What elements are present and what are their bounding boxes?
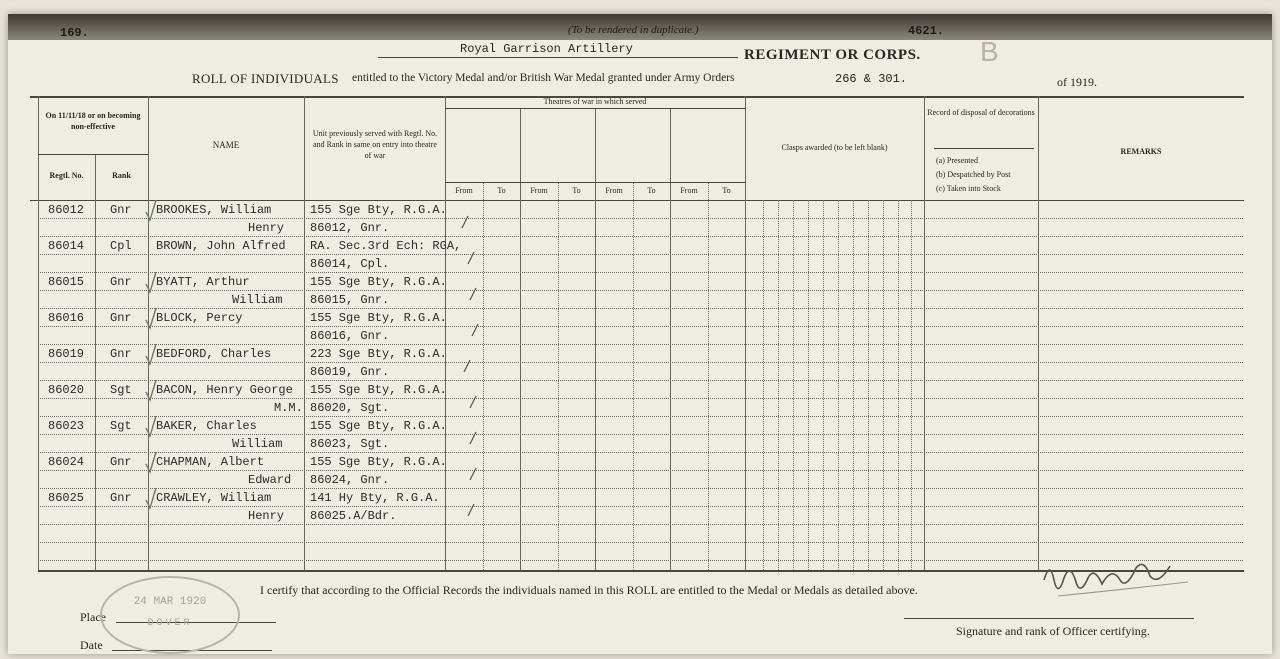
unit-line-1: RA. Sec.3rd Ech: RGA, xyxy=(310,239,462,253)
name-line-2: M.M. xyxy=(274,401,303,415)
regiment-label: REGIMENT OR CORPS. xyxy=(744,47,921,63)
name-line-1: BROWN, John Alfred xyxy=(156,239,286,253)
name-line-2: Henry xyxy=(248,509,285,523)
unit-line-2: 86023, Sgt. xyxy=(310,437,390,451)
unit-header: Unit previously served with Regtl. No. and Rank in same on entry into theatre of war xyxy=(312,129,438,160)
from-header-4: From xyxy=(680,186,698,195)
unit-line-1: 155 Sge Bty, R.G.A. xyxy=(310,419,447,433)
regtl-no: 86012 xyxy=(48,203,85,217)
regiment-name: Royal Garrison Artillery xyxy=(460,42,633,56)
stamp-date: 24 MAR 1920 xyxy=(133,596,207,608)
unit-line-1: 155 Sge Bty, R.G.A. xyxy=(310,203,447,217)
name-line-1: CRAWLEY, William xyxy=(156,491,272,505)
rank: Gnr xyxy=(110,203,132,217)
name-line-1: BROOKES, William xyxy=(156,203,272,217)
unit-line-1: 223 Sge Bty, R.G.A. xyxy=(310,347,447,361)
certification-text: I certify that according to the Official Records the individuals named in this ROLL are entitled to the Medal or Medals as detailed above. xyxy=(260,583,918,597)
pencil-tick-marks xyxy=(138,200,488,520)
regtl-no: 86024 xyxy=(48,455,85,469)
name-header: NAME xyxy=(212,140,240,150)
rank: Gnr xyxy=(110,275,132,289)
name-line-1: BYATT, Arthur xyxy=(156,275,250,289)
name-line-2: William xyxy=(232,437,283,451)
name-line-1: BACON, Henry George xyxy=(156,383,293,397)
to-header-2: To xyxy=(572,186,581,195)
unit-line-2: 86014, Cpl. xyxy=(310,257,390,271)
unit-line-1: 141 Hy Bty, R.G.A. xyxy=(310,491,440,505)
roll-title: entitled to the Victory Medal and/or British War Medal granted under Army Orders xyxy=(352,72,735,84)
regtl-no: 86016 xyxy=(48,311,85,325)
unit-line-1: 155 Sge Bty, R.G.A. xyxy=(310,383,447,397)
unit-line-2: 86019, Gnr. xyxy=(310,365,390,379)
rank-header: Rank xyxy=(112,171,131,180)
name-line-1: BEDFORD, Charles xyxy=(156,347,272,361)
regtl-no: 86014 xyxy=(48,239,85,253)
unit-line-1: 155 Sge Bty, R.G.A. xyxy=(310,275,447,289)
from-header-2: From xyxy=(530,186,548,195)
rank: Sgt xyxy=(110,383,132,397)
office-stamp xyxy=(100,576,240,654)
medal-roll-sheet xyxy=(8,14,1272,654)
unit-line-2: 86025.A/Bdr. xyxy=(310,509,397,523)
rank: Gnr xyxy=(110,491,132,505)
corner-pencil-mark: B xyxy=(980,36,999,67)
year-label: of 1919. xyxy=(1057,75,1097,89)
unit-line-1: 155 Sge Bty, R.G.A. xyxy=(310,455,447,469)
rank: Gnr xyxy=(110,347,132,361)
from-header-1: From xyxy=(455,186,473,195)
name-line-1: CHAPMAN, Albert xyxy=(156,455,265,469)
rank: Sgt xyxy=(110,419,132,433)
theatres-header: Theatres of war in which served xyxy=(543,97,647,106)
name-line-2: Henry xyxy=(248,221,285,235)
stamp-place: DOVER xyxy=(147,618,193,629)
disposal-presented: (a) Presented xyxy=(936,156,978,165)
disposal-despatched: (b) Despatched by Post xyxy=(936,170,1011,179)
serial-number: 4621. xyxy=(908,24,945,38)
disposal-header: Record of disposal of decorations xyxy=(927,108,1035,117)
rank: Gnr xyxy=(110,455,132,469)
clasps-header: Clasps awarded (to be left blank) xyxy=(781,143,888,152)
regtl-no: 86023 xyxy=(48,419,85,433)
to-header-3: To xyxy=(647,186,656,195)
duplicate-note: (To be rendered in duplicate.) xyxy=(568,24,699,36)
army-orders-numbers: 266 & 301. xyxy=(835,72,908,86)
unit-line-1: 155 Sge Bty, R.G.A. xyxy=(310,311,447,325)
regtl-no: 86015 xyxy=(48,275,85,289)
date-label: Date xyxy=(80,638,103,652)
regtl-no-header: Regtl. No. xyxy=(49,171,84,180)
status-header: On 11/11/18 or on becoming non-effective xyxy=(45,111,141,131)
to-header-1: To xyxy=(497,186,506,195)
rank: Cpl xyxy=(110,239,132,253)
disposal-stock: (c) Taken into Stock xyxy=(936,184,1001,193)
name-line-2: William xyxy=(232,293,283,307)
unit-line-2: 86012, Gnr. xyxy=(310,221,390,235)
regtl-no: 86025 xyxy=(48,491,85,505)
remarks-header: REMARKS xyxy=(1120,147,1162,156)
officer-signature xyxy=(1038,554,1208,606)
unit-line-2: 86015, Gnr. xyxy=(310,293,390,307)
regtl-no: 86020 xyxy=(48,383,85,397)
from-header-3: From xyxy=(605,186,623,195)
unit-line-2: 86024, Gnr. xyxy=(310,473,390,487)
rank: Gnr xyxy=(110,311,132,325)
place-label: Place xyxy=(80,610,106,624)
roll-title-caps: ROLL OF INDIVIDUALS xyxy=(192,71,339,86)
name-line-1: BAKER, Charles xyxy=(156,419,257,433)
regtl-no: 86019 xyxy=(48,347,85,361)
unit-line-2: 86016, Gnr. xyxy=(310,329,390,343)
name-line-2: Edward xyxy=(248,473,292,487)
to-header-4: To xyxy=(722,186,731,195)
signature-label: Signature and rank of Officer certifying. xyxy=(956,624,1150,638)
form-number: 169. xyxy=(60,26,89,40)
unit-line-2: 86020, Sgt. xyxy=(310,401,390,415)
name-line-1: BLOCK, Percy xyxy=(156,311,243,325)
